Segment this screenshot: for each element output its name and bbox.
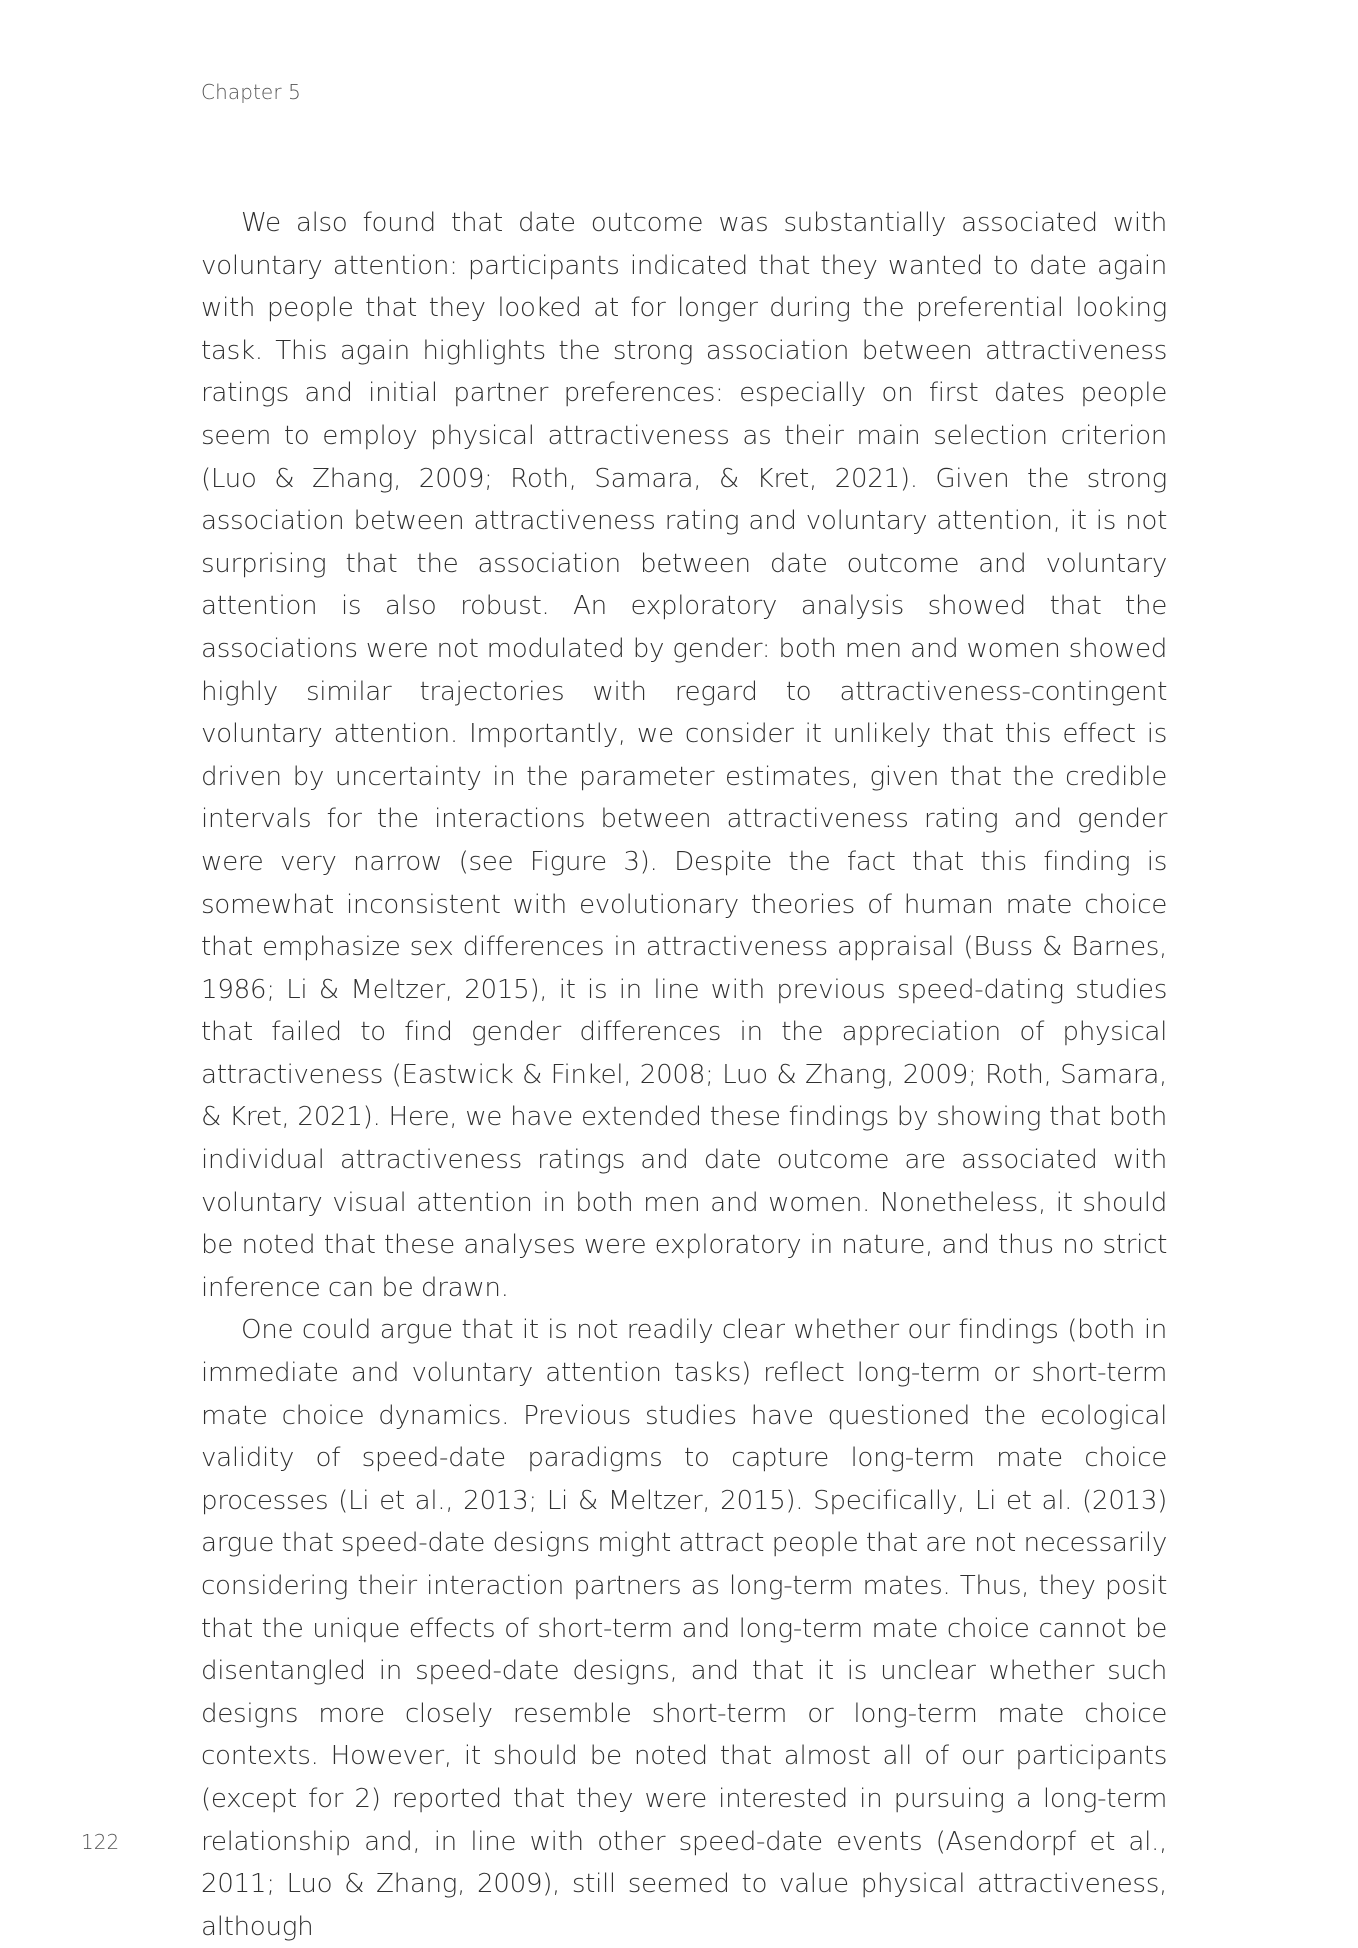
body-text: [201, 202, 1167, 1948]
page-number: 122: [81, 1830, 120, 1854]
paragraph: One could argue that it is not readily clear whether our findings (both in immediate and voluntary attention tasks) reflect long-term or short-term mate choice dynamics. Previous studies have questioned the ecological validity of speed-date paradigms to capture long-term mate choice processes (Li et al., 2013; Li & Meltzer, 2015). Specifically, Li et al. (2013) argue that speed-date designs might attract people that are not necessarily considering their interaction partners as long-term mates. Thus, they posit that the unique effects of short-term and long-term mate choice cannot be disentangled in speed-date designs, and that it is unclear whether such designs more closely resemble short-term or long-term mate choice contexts. However, it should be noted that almost all of our participants (except for 2) reported that they were interested in pursuing a long-term relationship and, in line with other speed-date events (Asendorpf et al., 2011; Luo & Zhang, 2009), still seemed to value physical attractiveness, although: [201, 1315, 1167, 1942]
running-header: Chapter 5: [201, 80, 301, 104]
paragraph: We also found that date outcome was substantially associated with voluntary attention: participants indicated that they wanted to date again with people that they looked at for longer during the preferential looking task. This again highlights the strong association between attractiveness ratings and initial partner preferences: especially on first dates people seem to employ physical attractiveness as their main selection criterion (Luo & Zhang, 2009; Roth, Samara, & Kret, 2021). Given the strong association between attractiveness rating and voluntary attention, it is not surprising that the association between date outcome and voluntary attention is also robust. An exploratory analysis showed that the associations were not modulated by gender: both men and women showed highly similar trajectories with regard to attractiveness-contingent voluntary attention. Importantly, we consider it unlikely that this effect is driven by uncertainty in the parameter estimates, given that the credible intervals for the interactions between attractiveness rating and gender were very narrow (see Figure 3). Despite the fact that this finding is somewhat inconsistent with evolutionary theories of human mate choice that emphasize sex differences in attractiveness appraisal (Buss & Barnes, 1986; Li & Meltzer, 2015), it is in line with previous speed-dating studies that failed to find gender differences in the appreciation of physical attractiveness (Eastwick & Finkel, 2008; Luo & Zhang, 2009; Roth, Samara, & Kret, 2021). Here, we have extended these findings by showing that both individual attractiveness ratings and date outcome are associated with voluntary visual attention in both men and women. Nonetheless, it should be noted that these analyses were exploratory in nature, and thus no strict inference can be drawn.: [201, 208, 1167, 1303]
